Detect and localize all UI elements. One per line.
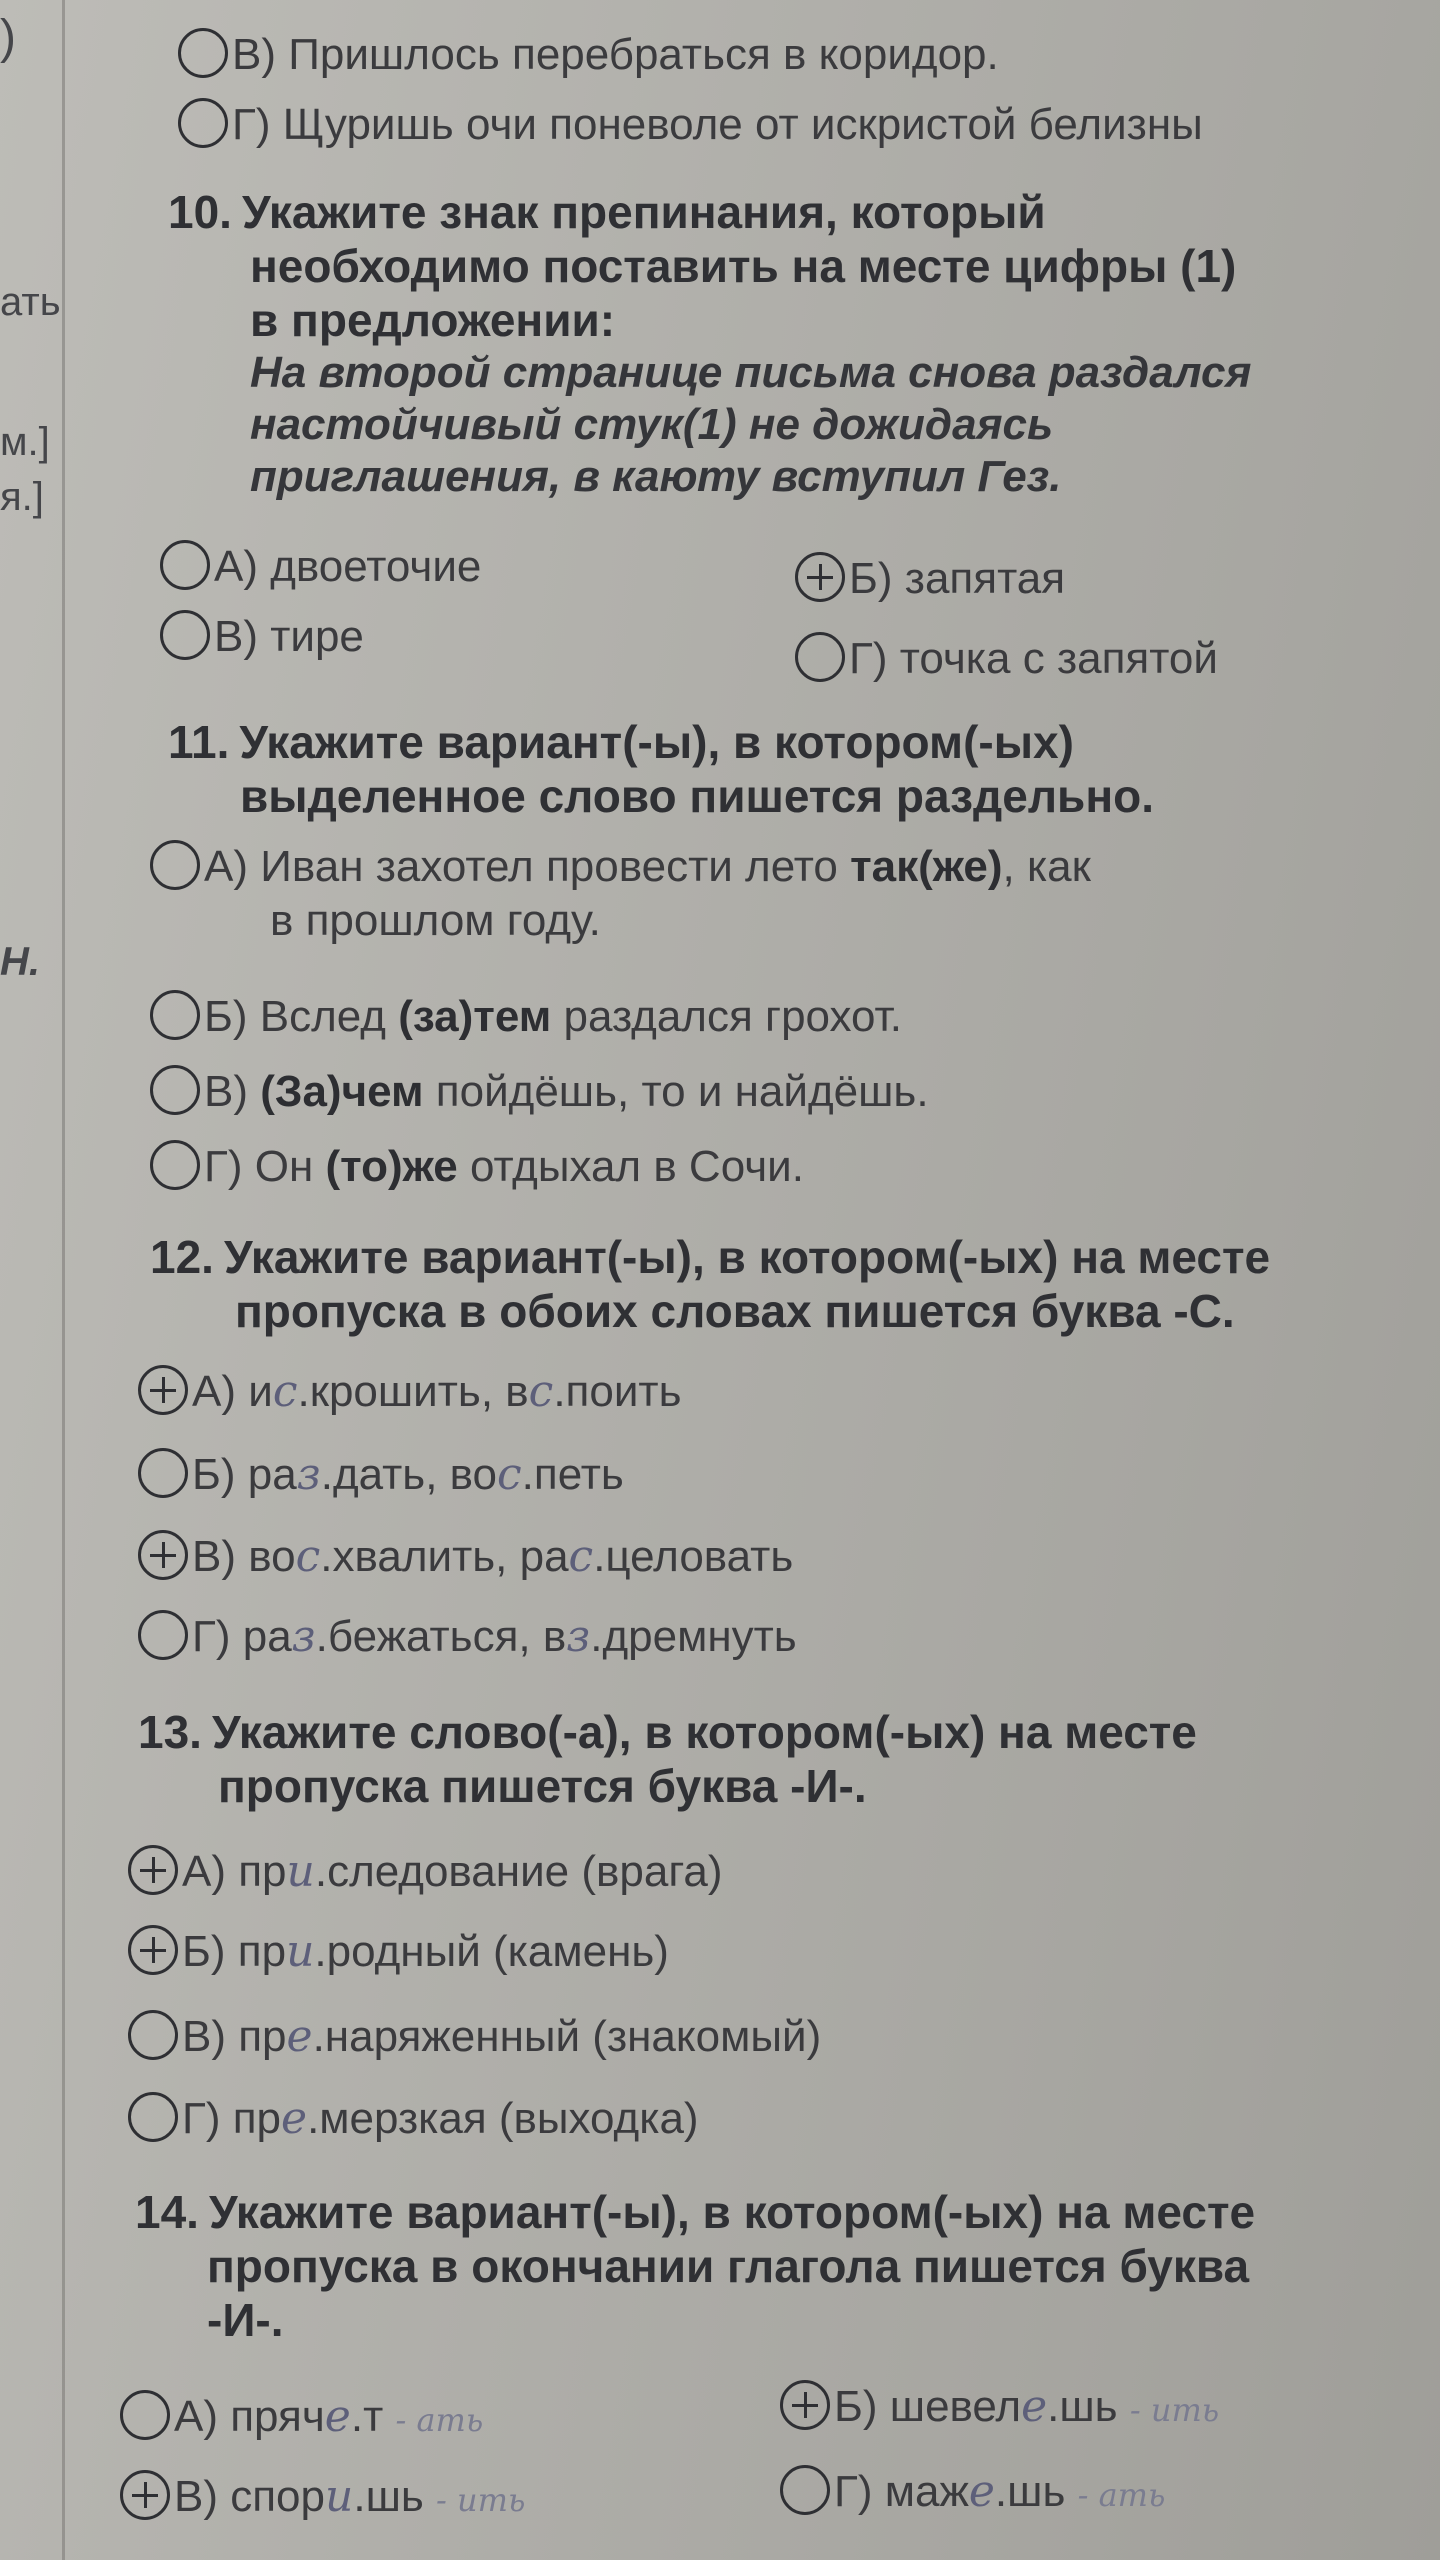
handwritten-letter: з [566,1611,591,1662]
q14-option-v[interactable]: В) спори.шь - ить [120,2470,525,2527]
radio-button[interactable] [150,840,200,890]
radio-button-marked[interactable] [128,1925,178,1975]
q13-option-v[interactable]: В) пре.наряженный (знакомый) [128,2010,821,2064]
q14-option-b[interactable]: Б) шевеле.шь - ить [780,2380,1219,2437]
radio-button[interactable] [160,610,210,660]
handwritten-letter: и [286,1846,315,1897]
radio-button-marked[interactable] [780,2380,830,2430]
q12-option-a[interactable]: А) ис.крошить, вс.поить [138,1365,682,1419]
handwritten-note: - ить [436,2481,526,2519]
q12-option-v[interactable]: В) вос.хвалить, рас.целовать [138,1530,793,1584]
question-title: 11. Укажите вариант(-ы), в котором(-ых) [168,716,1074,768]
handwritten-letter: е [968,2466,995,2517]
q12-option-b[interactable]: Б) раз.дать, вос.петь [138,1448,624,1502]
q10-option-v[interactable]: В) тире [160,610,364,664]
handwritten-letter: с [497,1449,522,1500]
radio-button[interactable] [128,2092,178,2142]
q14-option-a[interactable]: А) пряче.т - ать [120,2390,483,2447]
radio-button[interactable] [780,2465,830,2515]
q10-option-a[interactable]: А) двоеточие [160,540,481,594]
handwritten-letter: е [324,2391,351,2442]
radio-button[interactable] [128,2010,178,2060]
handwritten-note: - ать [1077,2476,1166,2514]
handwritten-letter: с [295,1531,321,1582]
radio-button[interactable] [160,540,210,590]
handwritten-letter: е [1021,2381,1048,2432]
option-text: Щуришь очи поневоле от искристой белизны [282,100,1203,149]
handwritten-letter: с [568,1531,594,1582]
radio-button[interactable] [150,1065,200,1115]
margin-fragment: ) [0,11,16,64]
q11-option-v[interactable]: В) (За)чем пойдёшь, то и найдёшь. [150,1065,929,1119]
radio-button[interactable] [178,28,228,78]
radio-button[interactable] [120,2390,170,2440]
q14-option-g[interactable]: Г) маже.шь - ать [780,2465,1165,2522]
handwritten-letter: с [272,1366,298,1417]
margin-fragment: я.] [0,475,44,519]
q12-option-g[interactable]: Г) раз.бежаться, вз.дремнуть [138,1610,797,1664]
q13-option-g[interactable]: Г) пре.мерзкая (выходка) [128,2092,699,2146]
radio-button-marked[interactable] [138,1530,188,1580]
radio-button[interactable] [138,1448,188,1498]
handwritten-letter: и [325,2471,354,2522]
handwritten-letter: з [291,1611,316,1662]
handwritten-letter: с [528,1366,554,1417]
radio-button-marked[interactable] [120,2470,170,2520]
radio-button[interactable] [795,632,845,682]
option-text: Пришлось перебраться в коридор. [288,30,999,79]
radio-button-marked[interactable] [138,1365,188,1415]
handwritten-letter: е [281,2093,308,2144]
q11-option-b[interactable]: Б) Вслед (за)тем раздался грохот. [150,990,902,1044]
q10-option-g[interactable]: Г) точка с запятой [795,632,1218,686]
question-sentence: настойчивый стук(1) не дожидаясь [250,400,1054,449]
question-11: 11. Укажите вариант(-ы), в котором(-ых) выделенное слово пишется раздельно. [168,715,1408,823]
q9-option-v[interactable]: В) Пришлось перебраться в коридор. [178,28,999,82]
question-title: 14. Укажите вариант(-ы), в котором(-ых) на месте [135,2186,1256,2238]
margin-fragment: ать [0,280,61,324]
q9-option-g[interactable]: Г) Щуришь очи поневоле от искристой белизны [178,98,1203,152]
page-fold-line [62,0,65,2560]
question-13: 13. Укажите слово(-а), в котором(-ых) на месте пропуска пишется буква -И-. [138,1705,1378,1813]
margin-fragment: Н. [0,940,40,984]
q11-option-g[interactable]: Г) Он (то)же отдыхал в Сочи. [150,1140,804,1194]
question-title: 12. Укажите вариант(-ы), в котором(-ых) на месте [150,1231,1271,1283]
question-title: 10. Укажите знак препинания, который [168,186,1046,238]
question-14: 14. Укажите вариант(-ы), в котором(-ых) на месте пропуска в окончании глагола пишется буква -И-. [135,2185,1425,2347]
q11-option-a[interactable]: А) Иван захотел провести лето так(же), как в прошлом году. [150,840,1091,948]
radio-button[interactable] [178,98,228,148]
margin-fragment: м.] [0,420,50,464]
radio-button[interactable] [150,1140,200,1190]
q10-option-b[interactable]: Б) запятая [795,552,1065,606]
radio-button[interactable] [138,1610,188,1660]
question-title: 13. Укажите слово(-а), в котором(-ых) на месте [138,1706,1197,1758]
question-sentence: приглашения, в каюту вступил Гез. [250,452,1062,501]
radio-button-marked[interactable] [128,1845,178,1895]
q13-option-a[interactable]: А) при.следование (врага) [128,1845,723,1899]
handwritten-letter: е [286,2011,313,2062]
radio-button[interactable] [150,990,200,1040]
handwritten-note: - ать [395,2401,484,2439]
handwritten-letter: з [296,1449,321,1500]
question-10: 10. Укажите знак препинания, который необходимо поставить на месте цифры (1) в предложении: На второй странице письма снова раздался настойчивый стук(1) не дожидаясь приглашения, в каюту вступил Гез. [168,185,1408,503]
q13-option-b[interactable]: Б) при.родный (камень) [128,1925,669,1979]
handwritten-note: - ить [1129,2391,1220,2429]
question-sentence: На второй странице письма снова раздался [250,348,1252,397]
radio-button-marked[interactable] [795,552,845,602]
question-12: 12. Укажите вариант(-ы), в котором(-ых) на месте пропуска в обоих словах пишется буква -С. [150,1230,1390,1338]
handwritten-letter: и [286,1926,315,1977]
